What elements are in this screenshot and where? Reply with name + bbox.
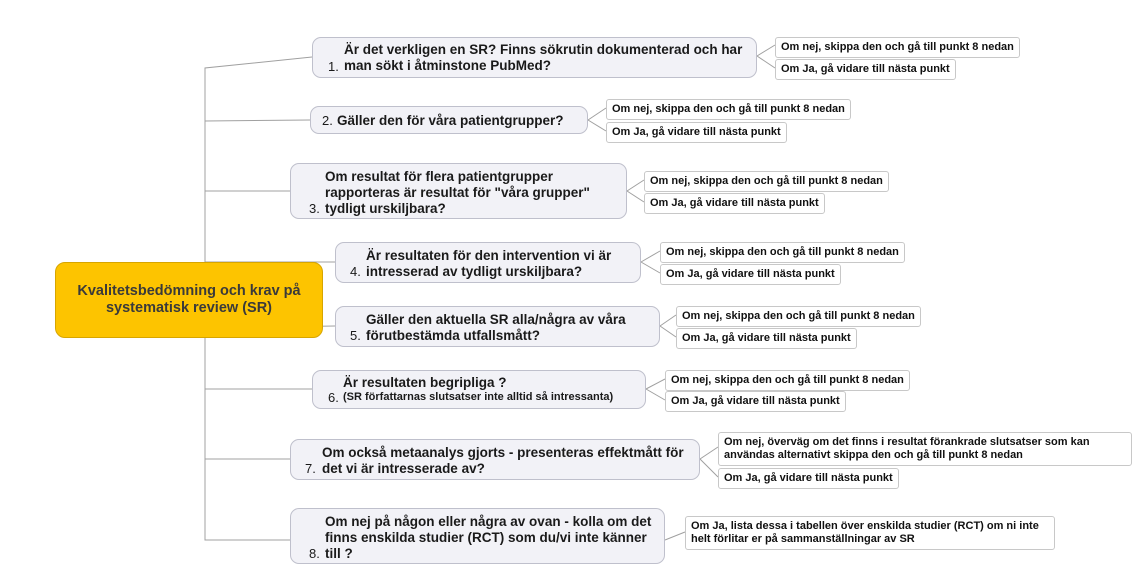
topic-text: Är resultaten för den intervention vi är intresserad av tydligt urskiljbara? <box>366 248 612 279</box>
leaf-no-1[interactable]: Om nej, skippa den och gå till punkt 8 nedan <box>775 37 1020 58</box>
topic-text: Om också metaanalys gjorts - presenteras effektmått för det vi är intresserade av? <box>322 445 684 476</box>
leaf-yes-8[interactable]: Om Ja, lista dessa i tabellen över enskilda studier (RCT) om ni inte helt förlitar er på sammanställningar av SR <box>685 516 1055 550</box>
leaf-yes-1[interactable]: Om Ja, gå vidare till nästa punkt <box>775 59 956 80</box>
topic-8[interactable] <box>290 508 665 564</box>
topic-number: 1. <box>328 59 339 74</box>
topic-text: Om nej på någon eller några av ovan - kolla om det finns enskilda studier (RCT) som du/vi inte känner till ? <box>325 514 652 561</box>
leaf-no-2[interactable]: Om nej, skippa den och gå till punkt 8 nedan <box>606 99 851 120</box>
root-topic[interactable] <box>55 262 323 338</box>
topic-subtext: (SR författarnas slutsatser inte alltid så intressanta) <box>343 391 614 403</box>
topic-number: 7. <box>305 461 316 476</box>
topic-number: 2. <box>322 113 333 128</box>
leaf-no-4[interactable]: Om nej, skippa den och gå till punkt 8 nedan <box>660 242 905 263</box>
leaf-no-6[interactable]: Om nej, skippa den och gå till punkt 8 nedan <box>665 370 910 391</box>
topic-4[interactable] <box>335 242 641 283</box>
leaf-yes-4[interactable]: Om Ja, gå vidare till nästa punkt <box>660 264 841 285</box>
leaf-no-5[interactable]: Om nej, skippa den och gå till punkt 8 nedan <box>676 306 921 327</box>
leaf-yes-6[interactable]: Om Ja, gå vidare till nästa punkt <box>665 391 846 412</box>
root-title: Kvalitetsbedömning och krav på systematisk review (SR) <box>77 283 301 316</box>
topic-text-main: Är resultaten begripliga ? <box>343 375 507 390</box>
topic-text <box>343 375 643 404</box>
topic-3[interactable] <box>290 163 627 219</box>
topic-text: Om resultat för flera patientgrupper rapporteras är resultat för "våra grupper" tydligt urskiljbara? <box>325 169 590 216</box>
leaf-yes-7[interactable]: Om Ja, gå vidare till nästa punkt <box>718 468 899 489</box>
topic-6[interactable] <box>312 370 646 409</box>
topic-text: Gäller den för våra patientgrupper? <box>337 113 564 128</box>
topic-number: 3. <box>309 201 320 216</box>
leaf-yes-2[interactable]: Om Ja, gå vidare till nästa punkt <box>606 122 787 143</box>
topic-1[interactable] <box>312 37 757 78</box>
topic-5[interactable] <box>335 306 660 347</box>
leaf-yes-5[interactable]: Om Ja, gå vidare till nästa punkt <box>676 328 857 349</box>
topic-text: Är det verkligen en SR? Finns sökrutin dokumenterad och har man sökt i åtminstone PubMed? <box>344 42 743 73</box>
topic-number: 6. <box>328 390 339 405</box>
topic-7[interactable] <box>290 439 700 480</box>
topic-text: Gäller den aktuella SR alla/några av våra förutbestämda utfallsmått? <box>366 312 626 343</box>
topic-number: 5. <box>350 328 361 343</box>
topic-number: 4. <box>350 264 361 279</box>
leaf-no-7[interactable]: Om nej, överväg om det finns i resultat förankrade slutsatser som kan användas alternativt skippa den och gå till punkt 8 nedan <box>718 432 1132 466</box>
leaf-yes-3[interactable]: Om Ja, gå vidare till nästa punkt <box>644 193 825 214</box>
leaf-no-3[interactable]: Om nej, skippa den och gå till punkt 8 nedan <box>644 171 889 192</box>
topic-2[interactable] <box>310 106 588 134</box>
topic-number: 8. <box>309 546 320 561</box>
